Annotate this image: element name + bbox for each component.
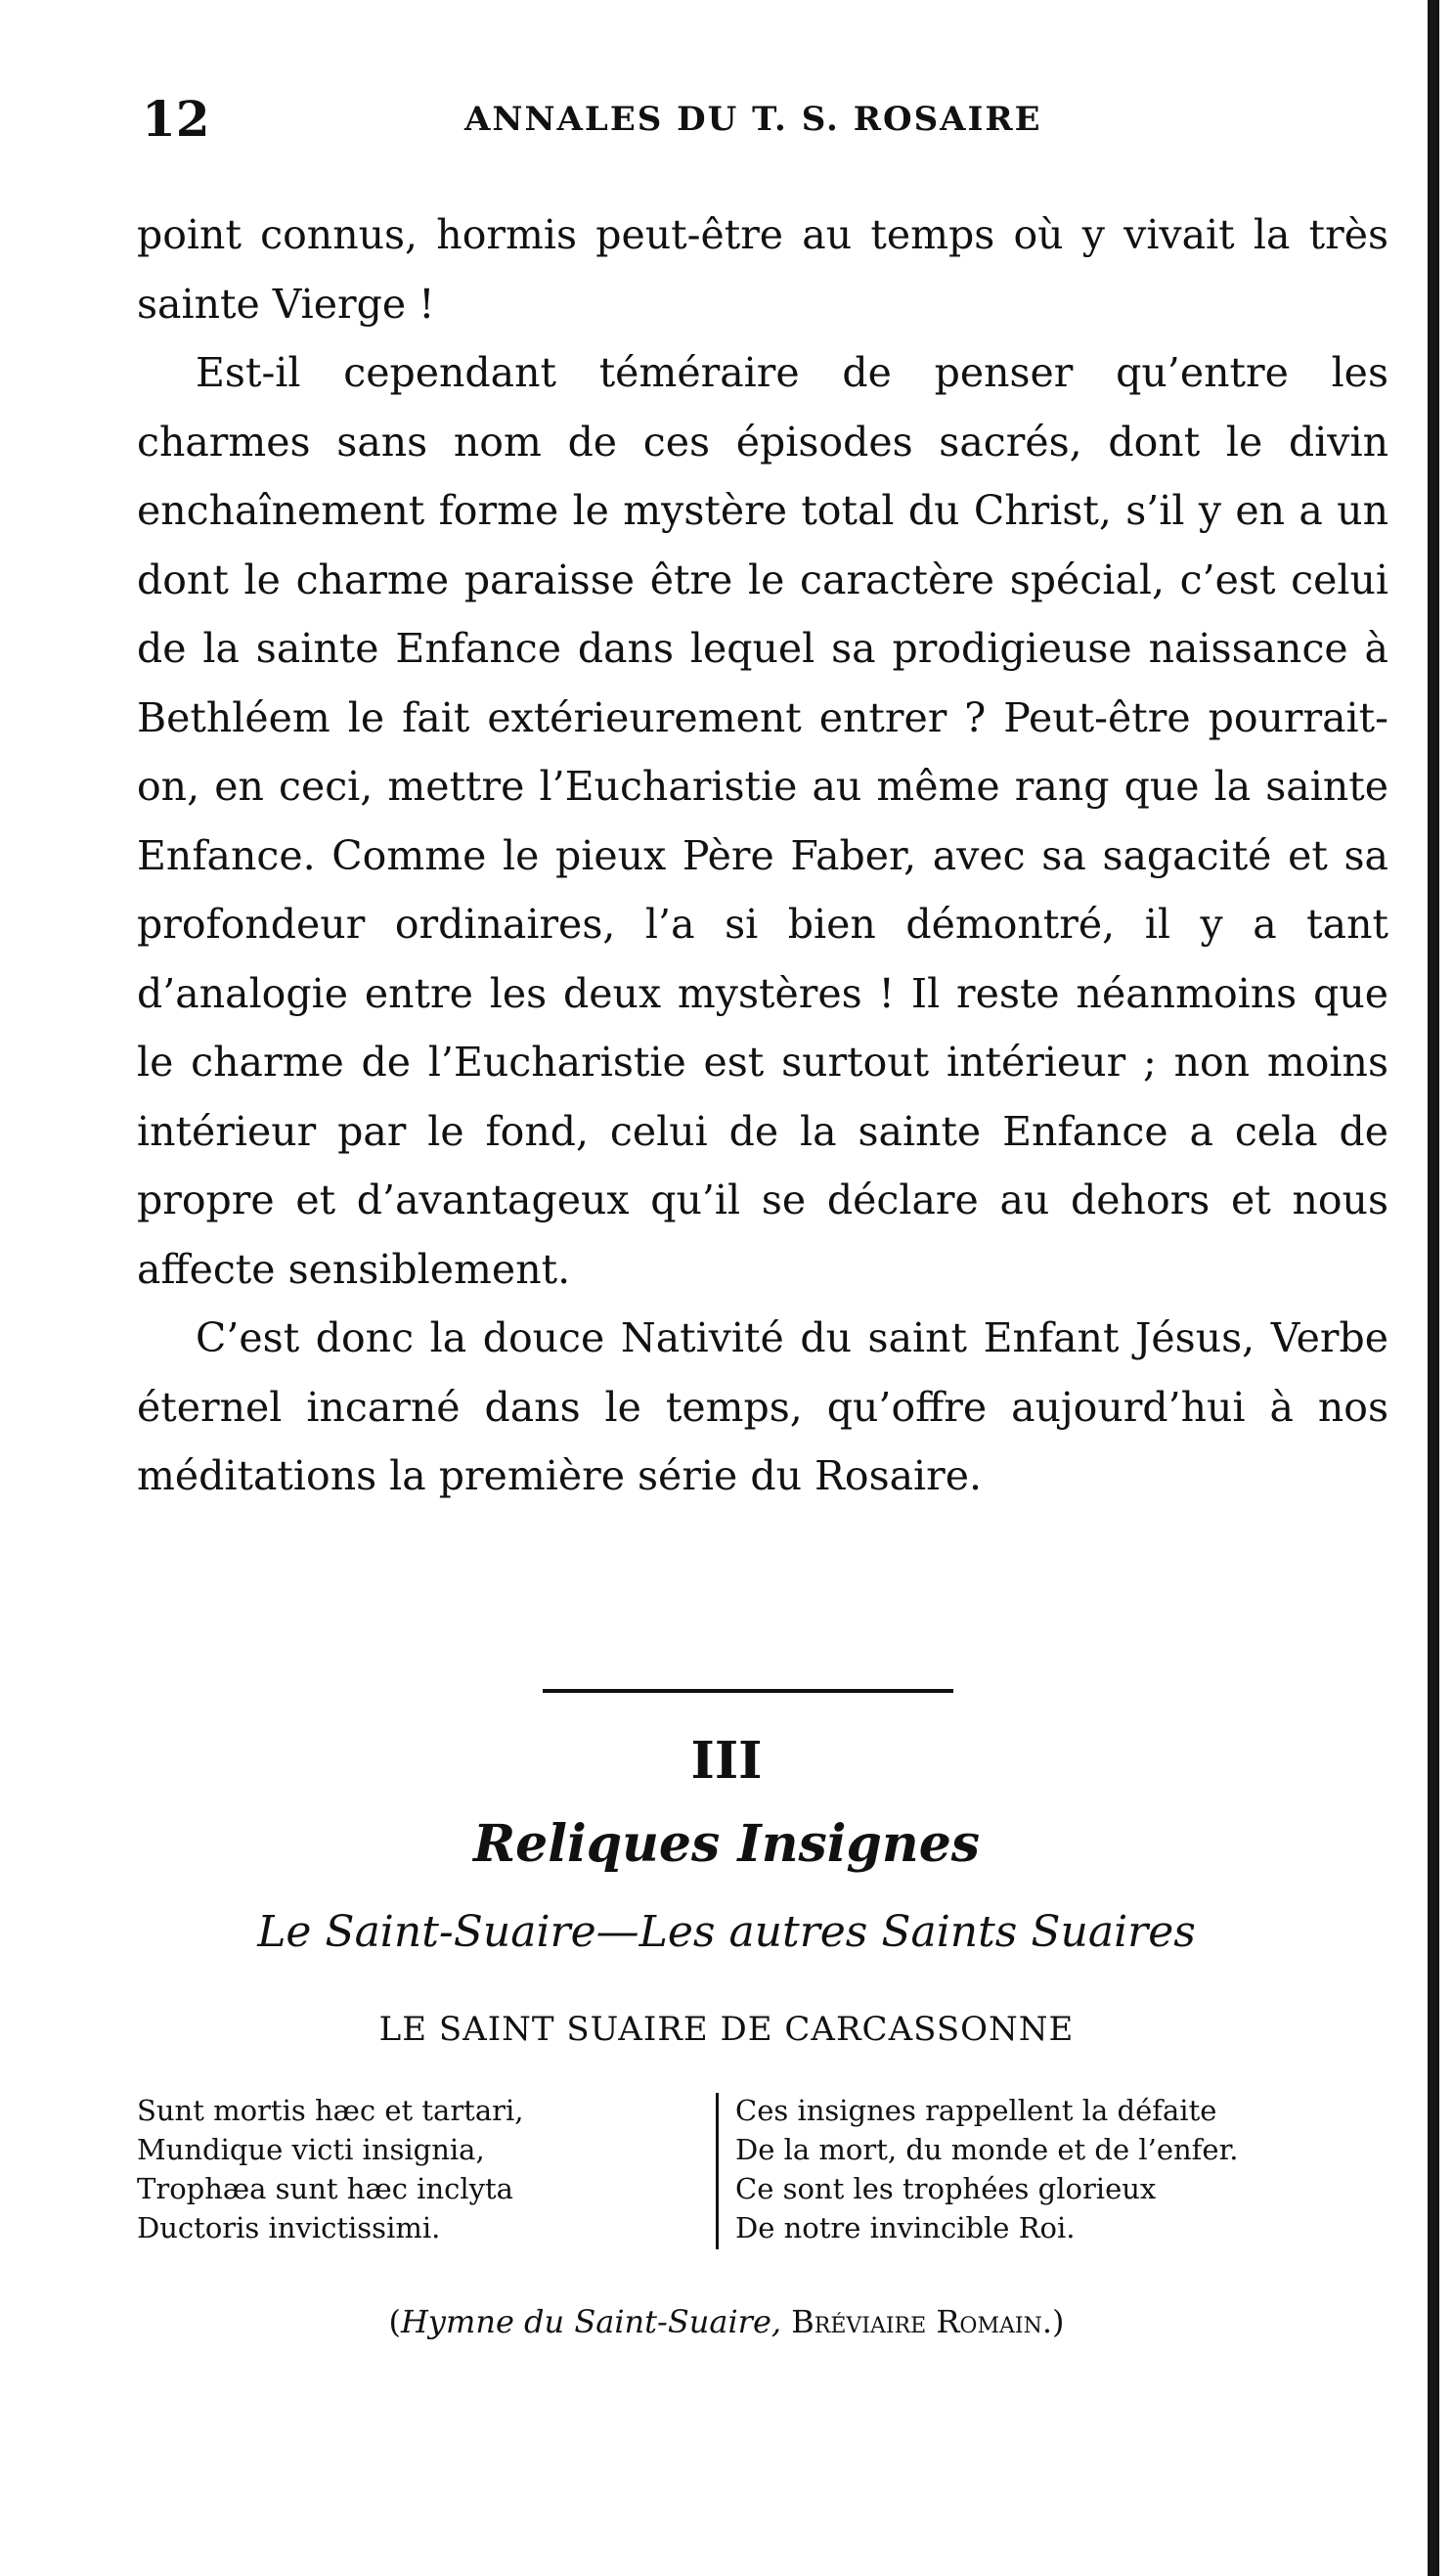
body-text	[137, 200, 1388, 1511]
section-title: Reliques Insignes	[472, 1814, 981, 1874]
hymn-line: Mundique victi insignia,	[137, 2133, 485, 2166]
hymn-french-verse	[735, 2091, 1238, 2247]
section-divider	[543, 1689, 953, 1693]
citation-close-paren: .)	[1041, 2303, 1065, 2340]
page-edge-border	[1428, 0, 1439, 2576]
citation-open-paren: (	[388, 2303, 401, 2340]
hymn-line: De la mort, du monde et de l’enfer.	[735, 2133, 1239, 2166]
section-subtitle: Le Saint-Suaire—Les autres Saints Suaires	[257, 1907, 1196, 1957]
citation-work: Hymne du Saint-Suaire,	[401, 2303, 782, 2340]
page-number: 12	[142, 90, 210, 148]
hymn-line: Ductoris invictissimi.	[137, 2211, 441, 2244]
hymn-line: De notre invincible Roi.	[735, 2211, 1076, 2244]
hymn-latin-verse	[137, 2091, 523, 2247]
hymn-citation	[0, 2303, 1453, 2340]
hymn-line: Sunt mortis hæc et tartari,	[137, 2094, 524, 2127]
hymn-line: Ce sont les trophées glorieux	[735, 2172, 1157, 2205]
paragraph: point connus, hormis peut-être au temps où y vivait la très sainte Vierge !	[137, 211, 1388, 328]
paragraph: C’est donc la douce Nativité du saint Enfant Jésus, Verbe éternel incarné dans le temps, qu’offre aujourd’hui à nos méditations la première série du Rosaire.	[137, 1314, 1388, 1499]
hymn-column-divider	[716, 2093, 719, 2249]
hymn-line: Ces insignes rappellent la défaite	[735, 2094, 1217, 2127]
running-title: ANNALES DU T. S. ROSAIRE	[464, 100, 1042, 139]
paragraph: Est-il cependant téméraire de penser qu’entre les charmes sans nom de ces épisodes sacrés, dont le divin enchaînement forme le mystère total du Christ, s’il y en a un dont le charme paraisse être le caractère spécial, c’est celui de la sainte Enfance dans lequel sa prodigieuse naissance à Bethléem le fait extérieurement entrer ? Peut-être pourrait-on, en ceci, mettre l’Eucharistie au même rang que la sainte Enfance. Comme le pieux Père Faber, avec sa sagacité et sa profondeur ordinaires, l’a si bien démontré, il y a tant d’analogie entre les deux mystères ! Il reste néanmoins que le charme de l’Eucharistie est surtout intérieur ; non moins intérieur par le fond, celui de la sainte Enfance a cela de propre et d’avantageux qu’il se déclare au dehors et nous affecte sensiblement.	[137, 349, 1388, 1293]
citation-source: Bréviaire Romain	[791, 2303, 1042, 2340]
hymn-line: Trophæa sunt hæc inclyta	[137, 2172, 513, 2205]
section-heading: LE SAINT SUAIRE DE CARCASSONNE	[378, 2010, 1075, 2049]
running-head	[142, 90, 1393, 149]
section-number: III	[690, 1731, 763, 1791]
